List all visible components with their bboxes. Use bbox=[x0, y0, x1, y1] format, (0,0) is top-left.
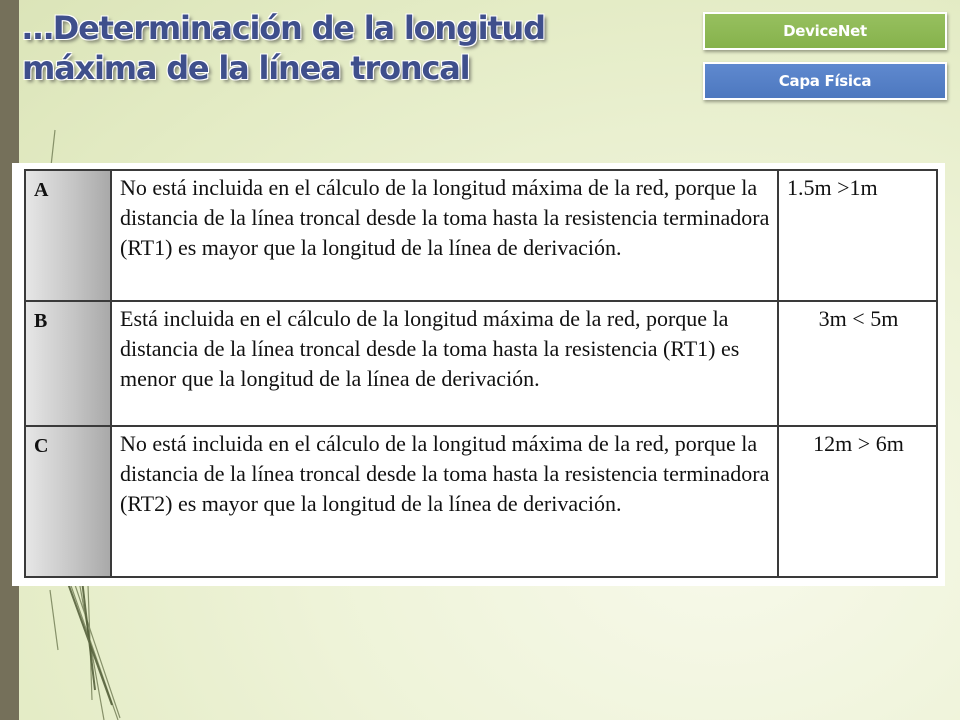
row-description: Está incluida en el cálculo de la longitud máxima de la red, porque la distancia de la línea troncal desde la toma hasta la resistencia (RT1) es menor que la longitud de la línea de derivación. bbox=[111, 301, 778, 426]
comparison-table bbox=[24, 169, 938, 578]
comparison-table-panel bbox=[12, 163, 945, 586]
table-row-c bbox=[25, 426, 937, 577]
page-title bbox=[22, 8, 662, 88]
title-line-2: máxima de la línea troncal bbox=[22, 49, 470, 87]
table-row-a bbox=[25, 170, 937, 301]
row-comparison: 12m > 6m bbox=[778, 426, 937, 577]
row-comparison: 3m < 5m bbox=[778, 301, 937, 426]
row-comparison: 1.5m >1m bbox=[778, 170, 937, 301]
row-letter: A bbox=[25, 170, 111, 301]
table-row-b bbox=[25, 301, 937, 426]
row-letter: B bbox=[25, 301, 111, 426]
row-letter: C bbox=[25, 426, 111, 577]
capa-fisica-badge: Capa Física bbox=[703, 62, 947, 100]
row-description: No está incluida en el cálculo de la longitud máxima de la red, porque la distancia de la línea troncal desde la toma hasta la resistencia terminadora (RT2) es mayor que la longitud de la línea de derivación. bbox=[111, 426, 778, 577]
row-description: No está incluida en el cálculo de la longitud máxima de la red, porque la distancia de la línea troncal desde la toma hasta la resistencia terminadora (RT1) es mayor que la longitud de la línea de derivación. bbox=[111, 170, 778, 301]
devicenet-badge: DeviceNet bbox=[703, 12, 947, 50]
title-line-1: …Determinación de la longitud bbox=[22, 9, 545, 47]
